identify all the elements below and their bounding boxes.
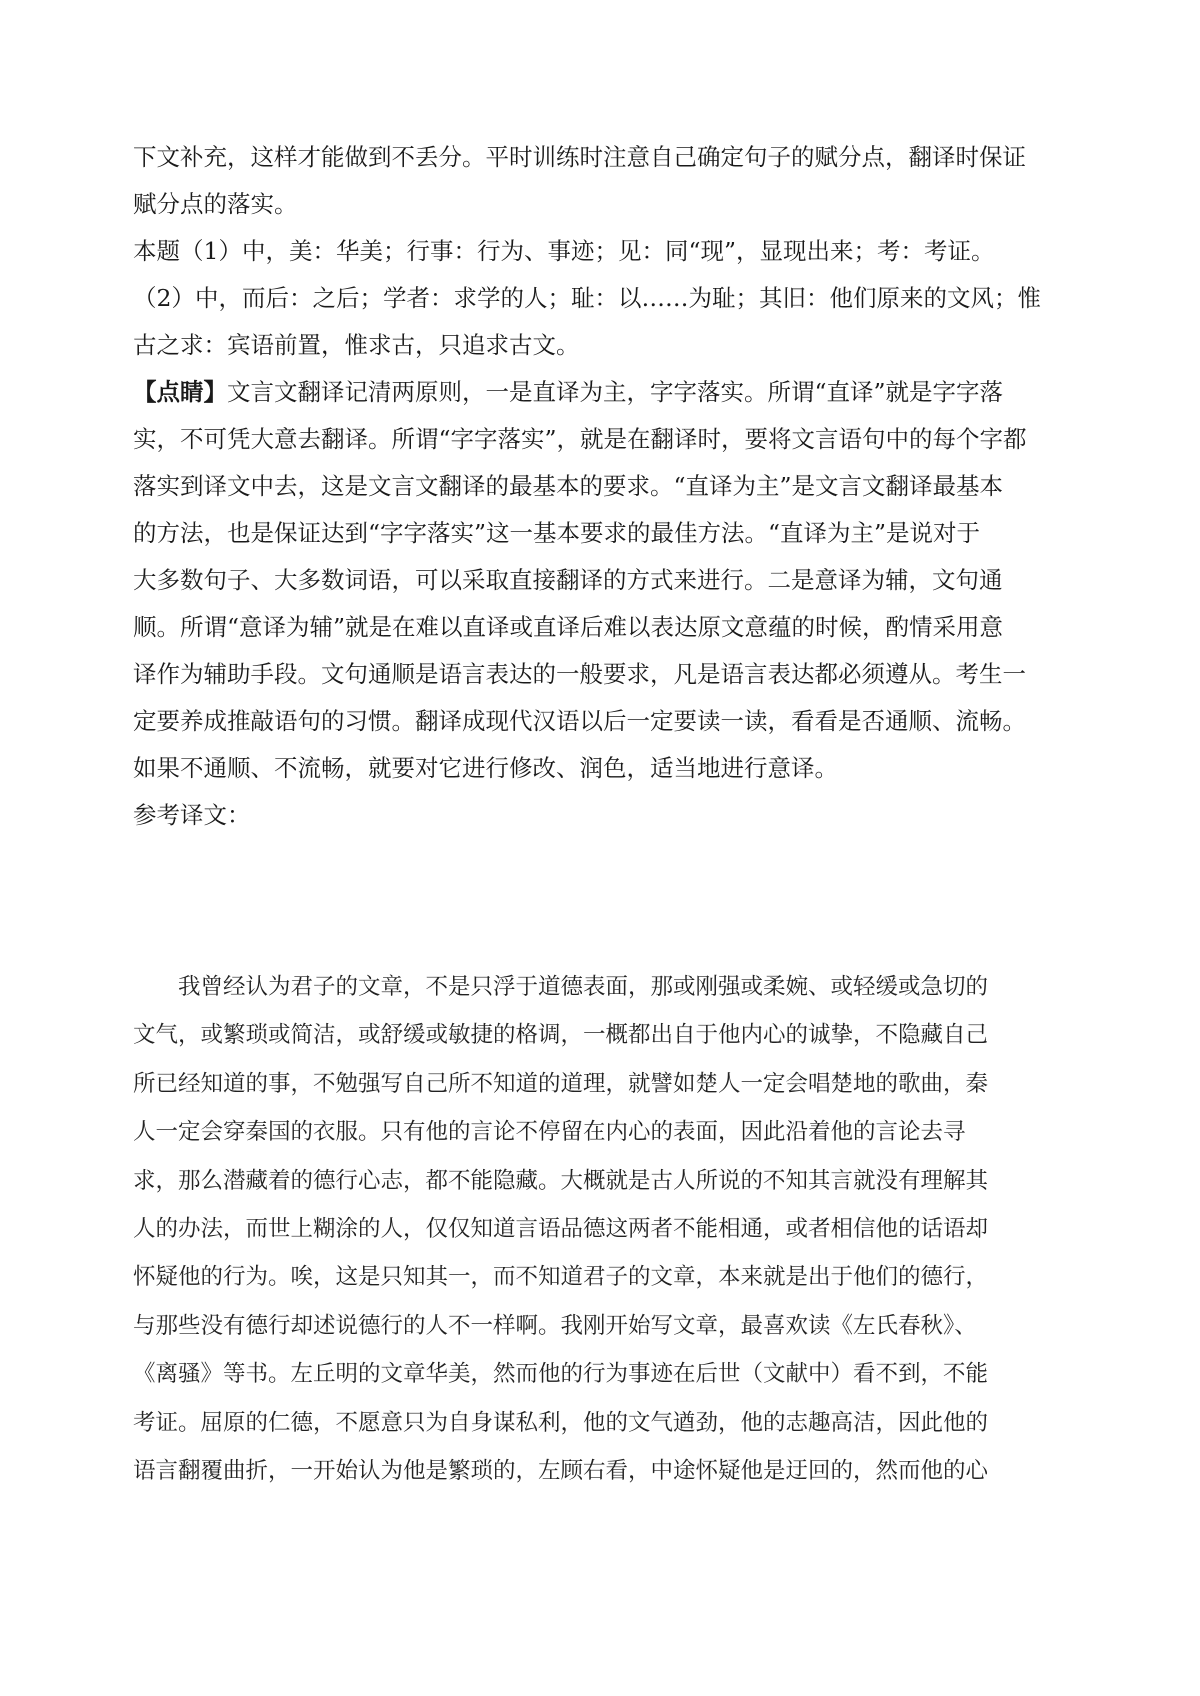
tip-line: 译作为辅助手段。文句通顺是语言表达的一般要求，凡是语言表达都必须遵从。考生一 xyxy=(133,660,1026,688)
translation-line: 与那些没有德行却述说德行的人不一样啊。我刚开始写文章，最喜欢读《左氏春秋》、 xyxy=(133,1312,977,1339)
analysis-line: 古之求：宾语前置，惟求古，只追求古文。 xyxy=(133,331,580,359)
tip-line: 大多数句子、大多数词语，可以采取直接翻译的方式来进行。二是意译为辅，文句通 xyxy=(133,566,1003,594)
tip-line: 定要养成推敲语句的习惯。翻译成现代汉语以后一定要读一读，看看是否通顺、流畅。 xyxy=(133,707,1026,735)
translation-line: 语言翻覆曲折，一开始认为他是繁琐的，左顾右看，中途怀疑他是迂回的，然而他的心 xyxy=(133,1457,989,1484)
analysis-line: （2）中，而后：之后；学者：求学的人；耻：以……为耻；其旧：他们原来的文风；惟 xyxy=(133,284,1041,312)
translation-section xyxy=(133,963,1071,1495)
translation-line: 文气，或繁琐或简洁，或舒缓或敏捷的格调，一概都出自于他内心的诚挚，不隐藏自己 xyxy=(133,1022,989,1049)
translation-line: 考证。屈原的仁德，不愿意只为自身谋私利，他的文气遒劲，他的志趣高洁，因此他的 xyxy=(133,1409,989,1436)
translation-line: 求，那么潜藏着的德行心志，都不能隐藏。大概就是古人所说的不知其言就没有理解其 xyxy=(133,1167,989,1194)
tip-label: 【点睛】 xyxy=(133,378,227,406)
tip-line: 顺。所谓“意译为辅”就是在难以直译或直译后难以表达原文意蕴的时候，酌情采用意 xyxy=(133,613,1004,641)
translation-line: 人一定会穿秦国的衣服。只有他的言论不停留在内心的表面，因此沿着他的言论去寻 xyxy=(133,1119,966,1146)
translation-line: 我曾经认为君子的文章，不是只浮于道德表面，那或刚强或柔婉、或轻缓或急切的 xyxy=(133,974,989,1000)
translation-line: 《离骚》等书。左丘明的文章华美，然而他的行为事迹在后世（文献中）看不到，不能 xyxy=(133,1361,989,1388)
tip-line: 的方法，也是保证达到“字字落实”这一基本要求的最佳方法。“直译为主”是说对于 xyxy=(133,519,981,547)
translation-line: 人的办法，而世上糊涂的人，仅仅知道言语品德这两者不能相通，或者相信他的话语却 xyxy=(133,1215,989,1242)
tip-line: 如果不通顺、不流畅，就要对它进行修改、润色，适当地进行意译。 xyxy=(133,754,838,782)
translation-line: 所已经知道的事，不勉强写自己所不知道的道理，就譬如楚人一定会唱楚地的歌曲，秦 xyxy=(133,1070,989,1097)
tip-first-line xyxy=(133,369,1071,416)
analysis-section xyxy=(133,134,1071,839)
tip-line: 实，不可凭大意去翻译。所谓“字字落实”，就是在翻译时，要将文言语句中的每个字都 xyxy=(133,425,1027,453)
reference-heading: 参考译文： xyxy=(133,801,251,829)
translation-line: 怀疑他的行为。唉，这是只知其一，而不知道君子的文章，本来就是出于他们的德行， xyxy=(133,1264,989,1291)
analysis-line: 赋分点的落实。 xyxy=(133,190,298,218)
analysis-line: 本题（1）中，美：华美；行事：行为、事迹；见：同“现”，显现出来；考：考证。 xyxy=(133,237,995,265)
tip-first-line-text: 文言文翻译记清两原则，一是直译为主，字字落实。所谓“直译”就是字字落 xyxy=(227,378,1004,406)
analysis-line: 下文补充，这样才能做到不丢分。平时训练时注意自己确定句子的赋分点，翻译时保证 xyxy=(133,143,1026,171)
tip-line: 落实到译文中去，这是文言文翻译的最基本的要求。“直译为主”是文言文翻译最基本 xyxy=(133,472,1004,500)
